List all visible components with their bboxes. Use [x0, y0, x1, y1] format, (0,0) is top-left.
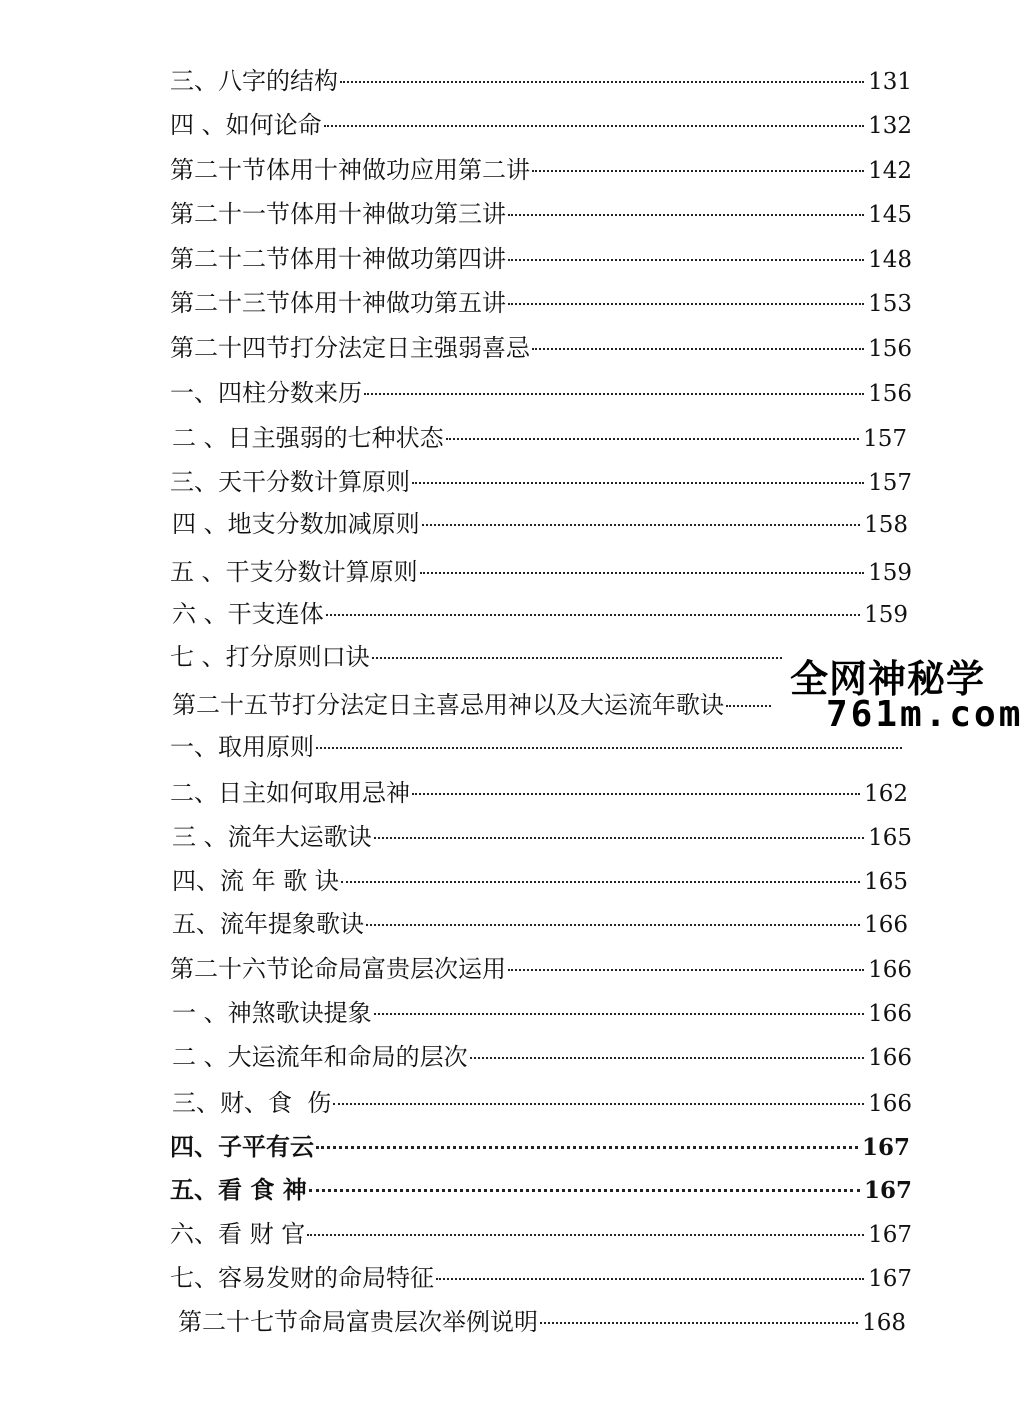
toc-entry [170, 1261, 912, 1295]
toc-dot-leader [316, 747, 902, 749]
toc-entry-page: 166 [864, 912, 908, 938]
toc-dot-leader [372, 657, 786, 659]
toc-entry-page: 156 [868, 336, 912, 362]
toc-entry-page: 166 [868, 1091, 912, 1117]
toc-dot-leader [326, 614, 860, 616]
toc-entry [170, 1173, 912, 1207]
toc-entry-page: 166 [868, 1045, 912, 1071]
toc-entry [170, 64, 912, 98]
toc-entry-page: 159 [864, 602, 908, 628]
toc-dot-leader [446, 438, 859, 440]
toc-entry-title: 二 、大运流年和命局的层次 [172, 1043, 468, 1071]
toc-entry [170, 376, 912, 410]
toc-entry [178, 1305, 906, 1339]
toc-entry-page: 167 [868, 1222, 912, 1248]
toc-dot-leader [420, 572, 864, 574]
toc-dot-leader [307, 1234, 864, 1236]
toc-entry-title: 四、子平有云 [170, 1132, 314, 1161]
toc-entry [170, 331, 912, 365]
toc-entry-page: 166 [868, 957, 912, 983]
toc-entry-title: 七、容易发财的命局特征 [170, 1264, 434, 1292]
toc-entry-title: 第二十七节命局富贵层次举例说明 [178, 1308, 538, 1336]
toc-entry [170, 952, 912, 986]
toc-entry-title: 五、看 食 神 [170, 1175, 307, 1204]
toc-dot-leader [364, 393, 864, 395]
toc-entry [170, 640, 790, 674]
toc-entry-page: 145 [868, 202, 912, 228]
toc-entry-title: 五、流年提象歌诀 [172, 910, 364, 938]
toc-entry-page: 132 [868, 113, 912, 139]
toc-entry-title: 第二十四节打分法定日主强弱喜忌 [170, 334, 530, 362]
toc-dot-leader [532, 170, 864, 172]
toc-entry [170, 242, 912, 276]
toc-entry-page: 167 [868, 1266, 912, 1292]
toc-dot-leader [333, 1103, 864, 1105]
toc-entry [170, 776, 908, 810]
toc-entry-title: 第二十一节体用十神做功第三讲 [170, 200, 506, 228]
toc-entry [172, 1086, 912, 1120]
toc-entry-title: 七 、打分原则口诀 [170, 643, 370, 671]
toc-entry [170, 465, 912, 499]
toc-entry-title: 四 、如何论命 [170, 111, 322, 139]
toc-dot-leader [374, 837, 864, 839]
toc-entry-title: 六 、干支连体 [172, 600, 324, 628]
toc-dot-leader [508, 259, 864, 261]
toc-entry [172, 820, 912, 854]
toc-entry-title: 三 、流年大运歌诀 [172, 823, 372, 851]
toc-entry-title: 三、八字的结构 [170, 67, 338, 95]
toc-entry-page: 165 [868, 825, 912, 851]
toc-dot-leader [341, 881, 860, 883]
toc-dot-leader [508, 303, 864, 305]
toc-entry-page: 131 [868, 69, 912, 95]
toc-entry [172, 688, 775, 722]
toc-entry-page: 167 [861, 1134, 910, 1161]
toc-entry [170, 108, 912, 142]
watermark-title: 全网神秘学 [790, 657, 986, 701]
toc-entry [172, 864, 908, 898]
toc-entry [170, 153, 912, 187]
toc-entry-title: 三、天干分数计算原则 [170, 468, 410, 496]
toc-dot-leader [508, 214, 864, 216]
toc-entry [172, 507, 908, 541]
toc-dot-leader [340, 81, 864, 83]
watermark-url: 761m.com [826, 694, 1023, 735]
toc-entry [170, 555, 912, 589]
toc-entry-title: 五 、干支分数计算原则 [170, 558, 418, 586]
toc-entry [172, 996, 912, 1030]
toc-entry [170, 197, 912, 231]
toc-entry-title: 三、财、食 伤 [172, 1089, 332, 1117]
toc-entry-title: 第二十五节打分法定日主喜忌用神以及大运流年歌诀 [172, 691, 724, 719]
toc-entry-title: 第二十三节体用十神做功第五讲 [170, 289, 506, 317]
toc-dot-leader [470, 1057, 864, 1059]
toc-dot-leader [412, 793, 860, 795]
toc-dot-leader [540, 1322, 858, 1324]
toc-entry [172, 597, 908, 631]
toc-entry-page: 158 [864, 512, 908, 538]
watermark [782, 640, 1023, 740]
toc-entry [172, 421, 907, 455]
toc-dot-leader [508, 969, 864, 971]
toc-dot-leader [422, 524, 860, 526]
toc-entry-page: 153 [868, 291, 912, 317]
toc-entry-title: 第二十节体用十神做功应用第二讲 [170, 156, 530, 184]
toc-entry-page: 167 [863, 1177, 912, 1204]
toc-entry-title: 一、取用原则 [170, 733, 314, 761]
toc-entry-title: 一 、神煞歌诀提象 [172, 999, 372, 1027]
toc-entry-title: 二、日主如何取用忌神 [170, 779, 410, 807]
toc-entry-page: 165 [864, 869, 908, 895]
toc-entry [172, 907, 908, 941]
toc-dot-leader [324, 125, 864, 127]
toc-entry-title: 第二十二节体用十神做功第四讲 [170, 245, 506, 273]
toc-entry-page: 157 [863, 426, 907, 452]
toc-entry-page: 159 [868, 560, 912, 586]
toc-dot-leader [412, 482, 864, 484]
toc-entry-page: 166 [868, 1001, 912, 1027]
toc-entry [170, 286, 912, 320]
toc-entry-title: 第二十六节论命局富贵层次运用 [170, 955, 506, 983]
toc-entry-page: 148 [868, 247, 912, 273]
toc-entry [172, 1040, 912, 1074]
toc-dot-leader [436, 1278, 864, 1280]
toc-entry-title: 四 、地支分数加减原则 [172, 510, 420, 538]
toc-entry-page: 157 [868, 470, 912, 496]
toc-dot-leader [316, 1146, 858, 1149]
toc-entry-title: 一、四柱分数来历 [170, 379, 362, 407]
toc-entry-title: 六、看 财 官 [170, 1220, 306, 1248]
toc-dot-leader [309, 1189, 860, 1192]
toc-entry-title: 二 、日主强弱的七种状态 [172, 424, 444, 452]
toc-entry-page: 162 [864, 781, 908, 807]
toc-entry-page: 168 [862, 1310, 906, 1336]
toc-dot-leader [366, 924, 860, 926]
toc-dot-leader [726, 705, 771, 707]
toc-entry-page: 156 [868, 381, 912, 407]
toc-entry-title: 四、流 年 歌 诀 [172, 867, 339, 895]
toc-entry-page: 142 [868, 158, 912, 184]
toc-entry [170, 1217, 912, 1251]
toc-dot-leader [532, 348, 864, 350]
toc-entry [170, 1130, 910, 1164]
toc-dot-leader [374, 1013, 864, 1015]
